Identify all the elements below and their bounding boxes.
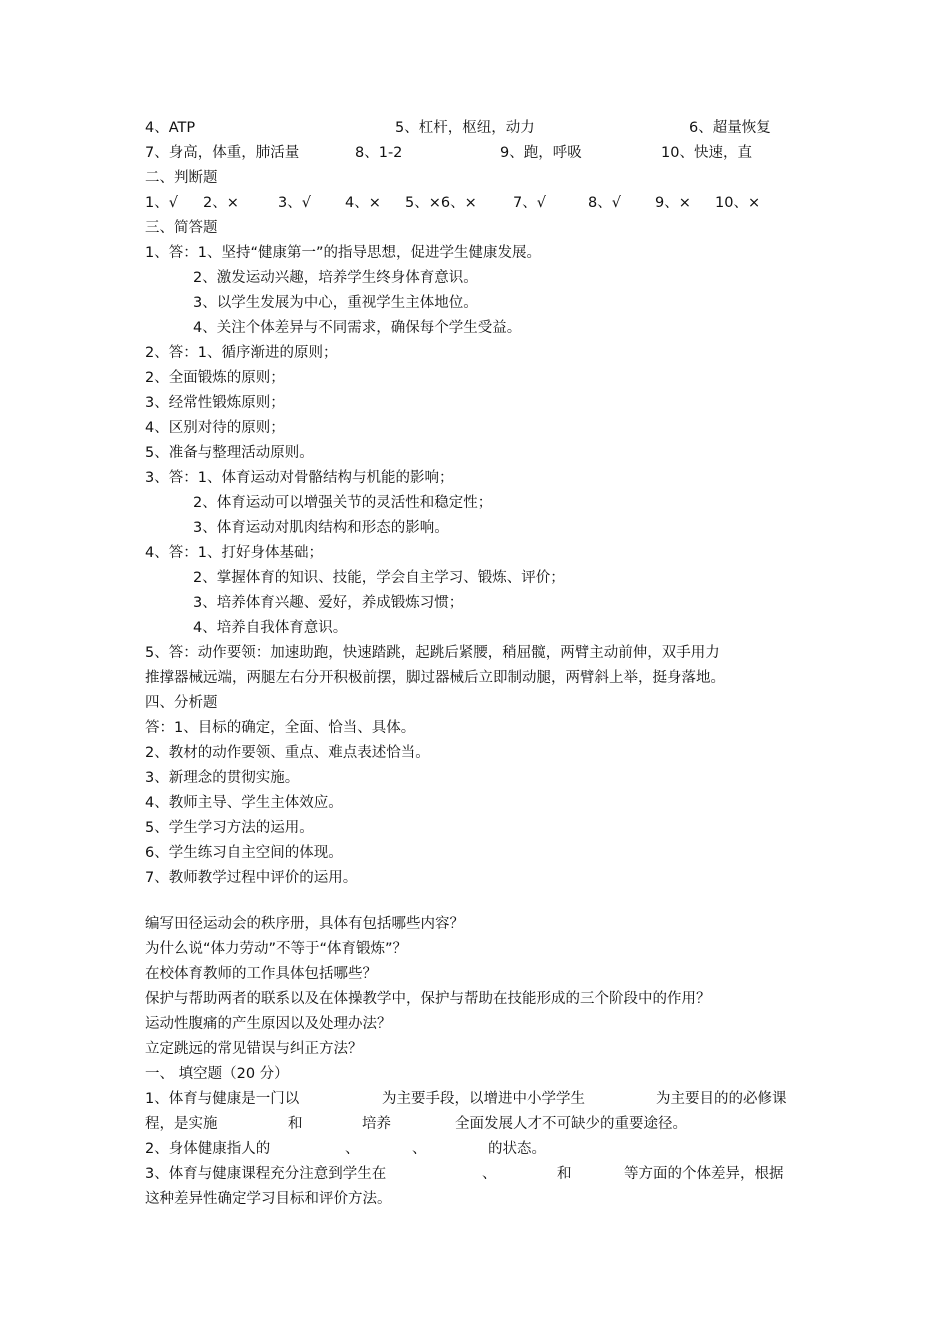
- answer-item: 3、体育运动对肌肉结构和形态的影响。: [193, 520, 449, 536]
- answer-item: 3、经常性锻炼原则；: [145, 395, 285, 411]
- answer-item: 2、全面锻炼的原则；: [145, 370, 285, 386]
- answer-item: 2、激发运动兴趣，培养学生终身体育意识。: [193, 270, 478, 286]
- question-line: 编写田径运动会的秩序册，具体有包括哪些内容？: [145, 916, 464, 932]
- answer-paragraph: 5、答：动作要领：加速助跑，快速踏跳，起跳后紧腰，稍屈髋，两臂主动前伸，双手用力: [145, 645, 720, 661]
- fill-text: 为主要手段，以增进中小学学生: [382, 1091, 585, 1107]
- fill-answer: 9、跑，呼吸: [500, 145, 582, 161]
- answer-item: 4、关注个体差异与不同需求，确保每个学生受益。: [193, 320, 522, 336]
- answer-item: 4、区别对待的原则；: [145, 420, 285, 436]
- fill-text: 这种差异性确定学习目标和评价方法。: [145, 1191, 392, 1207]
- analysis-line: 5、学生学习方法的运用。: [145, 820, 314, 836]
- question-line: 运动性腹痛的产生原因以及处理办法？: [145, 1016, 392, 1032]
- judge-answer: 4、×: [345, 195, 381, 211]
- question-line: 在校体育教师的工作具体包括哪些？: [145, 966, 377, 982]
- answer-lead: 3、答：1、体育运动对骨骼结构与机能的影响；: [145, 470, 454, 486]
- judge-answer: 5、×6、×: [405, 195, 477, 211]
- analysis-line: 7、教师教学过程中评价的运用。: [145, 870, 358, 886]
- answer-item: 3、以学生发展为中心，重视学生主体地位。: [193, 295, 478, 311]
- fill-text: 和: [288, 1116, 303, 1132]
- answer-item: 2、体育运动可以增强关节的灵活性和稳定性；: [193, 495, 493, 511]
- fill-answer: 8、1-2: [355, 145, 403, 161]
- judge-answer: 10、×: [715, 195, 761, 211]
- analysis-line: 答：1、目标的确定，全面、恰当、具体。: [145, 720, 416, 736]
- analysis-line: 4、教师主导、学生主体效应。: [145, 795, 343, 811]
- fill-text: 2、身体健康指人的: [145, 1141, 271, 1157]
- judge-answer: 7、√: [513, 195, 546, 211]
- fill-text: 为主要目的的必修课: [656, 1091, 787, 1107]
- question-line: 保护与帮助两者的联系以及在体操教学中，保护与帮助在技能形成的三个阶段中的作用？: [145, 991, 711, 1007]
- answer-lead: 4、答：1、打好身体基础；: [145, 545, 323, 561]
- fill-answer: 10、快速，直: [661, 145, 752, 161]
- fill-answer: 5、杠杆，枢纽，动力: [395, 120, 535, 136]
- fill-text: 的状态。: [488, 1141, 546, 1157]
- answer-item: 4、培养自我体育意识。: [193, 620, 348, 636]
- fill-answer: 7、身高，体重，肺活量: [145, 145, 300, 161]
- answer-lead: 2、答：1、循序渐进的原则；: [145, 345, 338, 361]
- question-line: 立定跳远的常见错误与纠正方法？: [145, 1041, 363, 1057]
- fill-text: 全面发展人才不可缺少的重要途径。: [455, 1116, 687, 1132]
- judge-answer: 9、×: [655, 195, 691, 211]
- question-line: 为什么说“体力劳动”不等于“体育锻炼”？: [145, 941, 408, 957]
- fill-text: 、: [345, 1141, 360, 1157]
- answer-lead: 1、答：1、坚持“健康第一”的指导思想，促进学生健康发展。: [145, 245, 541, 261]
- fill-answer: 6、超量恢复: [689, 120, 771, 136]
- judge-answer: 1、√: [145, 195, 178, 211]
- fill-text: 、: [482, 1166, 497, 1182]
- fill-text: 培养: [362, 1116, 391, 1132]
- section-heading-analysis: 四、分析题: [145, 695, 218, 711]
- answer-item: 5、准备与整理活动原则。: [145, 445, 314, 461]
- fill-text: 和: [557, 1166, 572, 1182]
- fill-text: 、: [412, 1141, 427, 1157]
- answer-paragraph: 推撑器械远端，两腿左右分开积极前摆，脚过器械后立即制动腿，两臂斜上举，挺身落地。: [145, 670, 725, 686]
- fill-text: 等方面的个体差异，根据: [624, 1166, 784, 1182]
- fill-answer: 4、ATP: [145, 120, 196, 136]
- answer-item: 3、培养体育兴趣、爱好，养成锻炼习惯；: [193, 595, 464, 611]
- analysis-line: 6、学生练习自主空间的体现。: [145, 845, 343, 861]
- section-heading-judge: 二、判断题: [145, 170, 218, 186]
- section-heading-fill: 一、 填空题（20 分）: [145, 1066, 289, 1082]
- analysis-line: 2、教材的动作要领、重点、难点表述恰当。: [145, 745, 430, 761]
- judge-answer: 3、√: [278, 195, 311, 211]
- fill-text: 1、体育与健康是一门以: [145, 1091, 300, 1107]
- section-heading-short: 三、简答题: [145, 220, 218, 236]
- fill-text: 程，是实施: [145, 1116, 218, 1132]
- answer-item: 2、掌握体育的知识、技能，学会自主学习、锻炼、评价；: [193, 570, 565, 586]
- judge-answer: 8、√: [588, 195, 621, 211]
- analysis-line: 3、新理念的贯彻实施。: [145, 770, 300, 786]
- judge-answer: 2、×: [203, 195, 239, 211]
- fill-text: 3、体育与健康课程充分注意到学生在: [145, 1166, 387, 1182]
